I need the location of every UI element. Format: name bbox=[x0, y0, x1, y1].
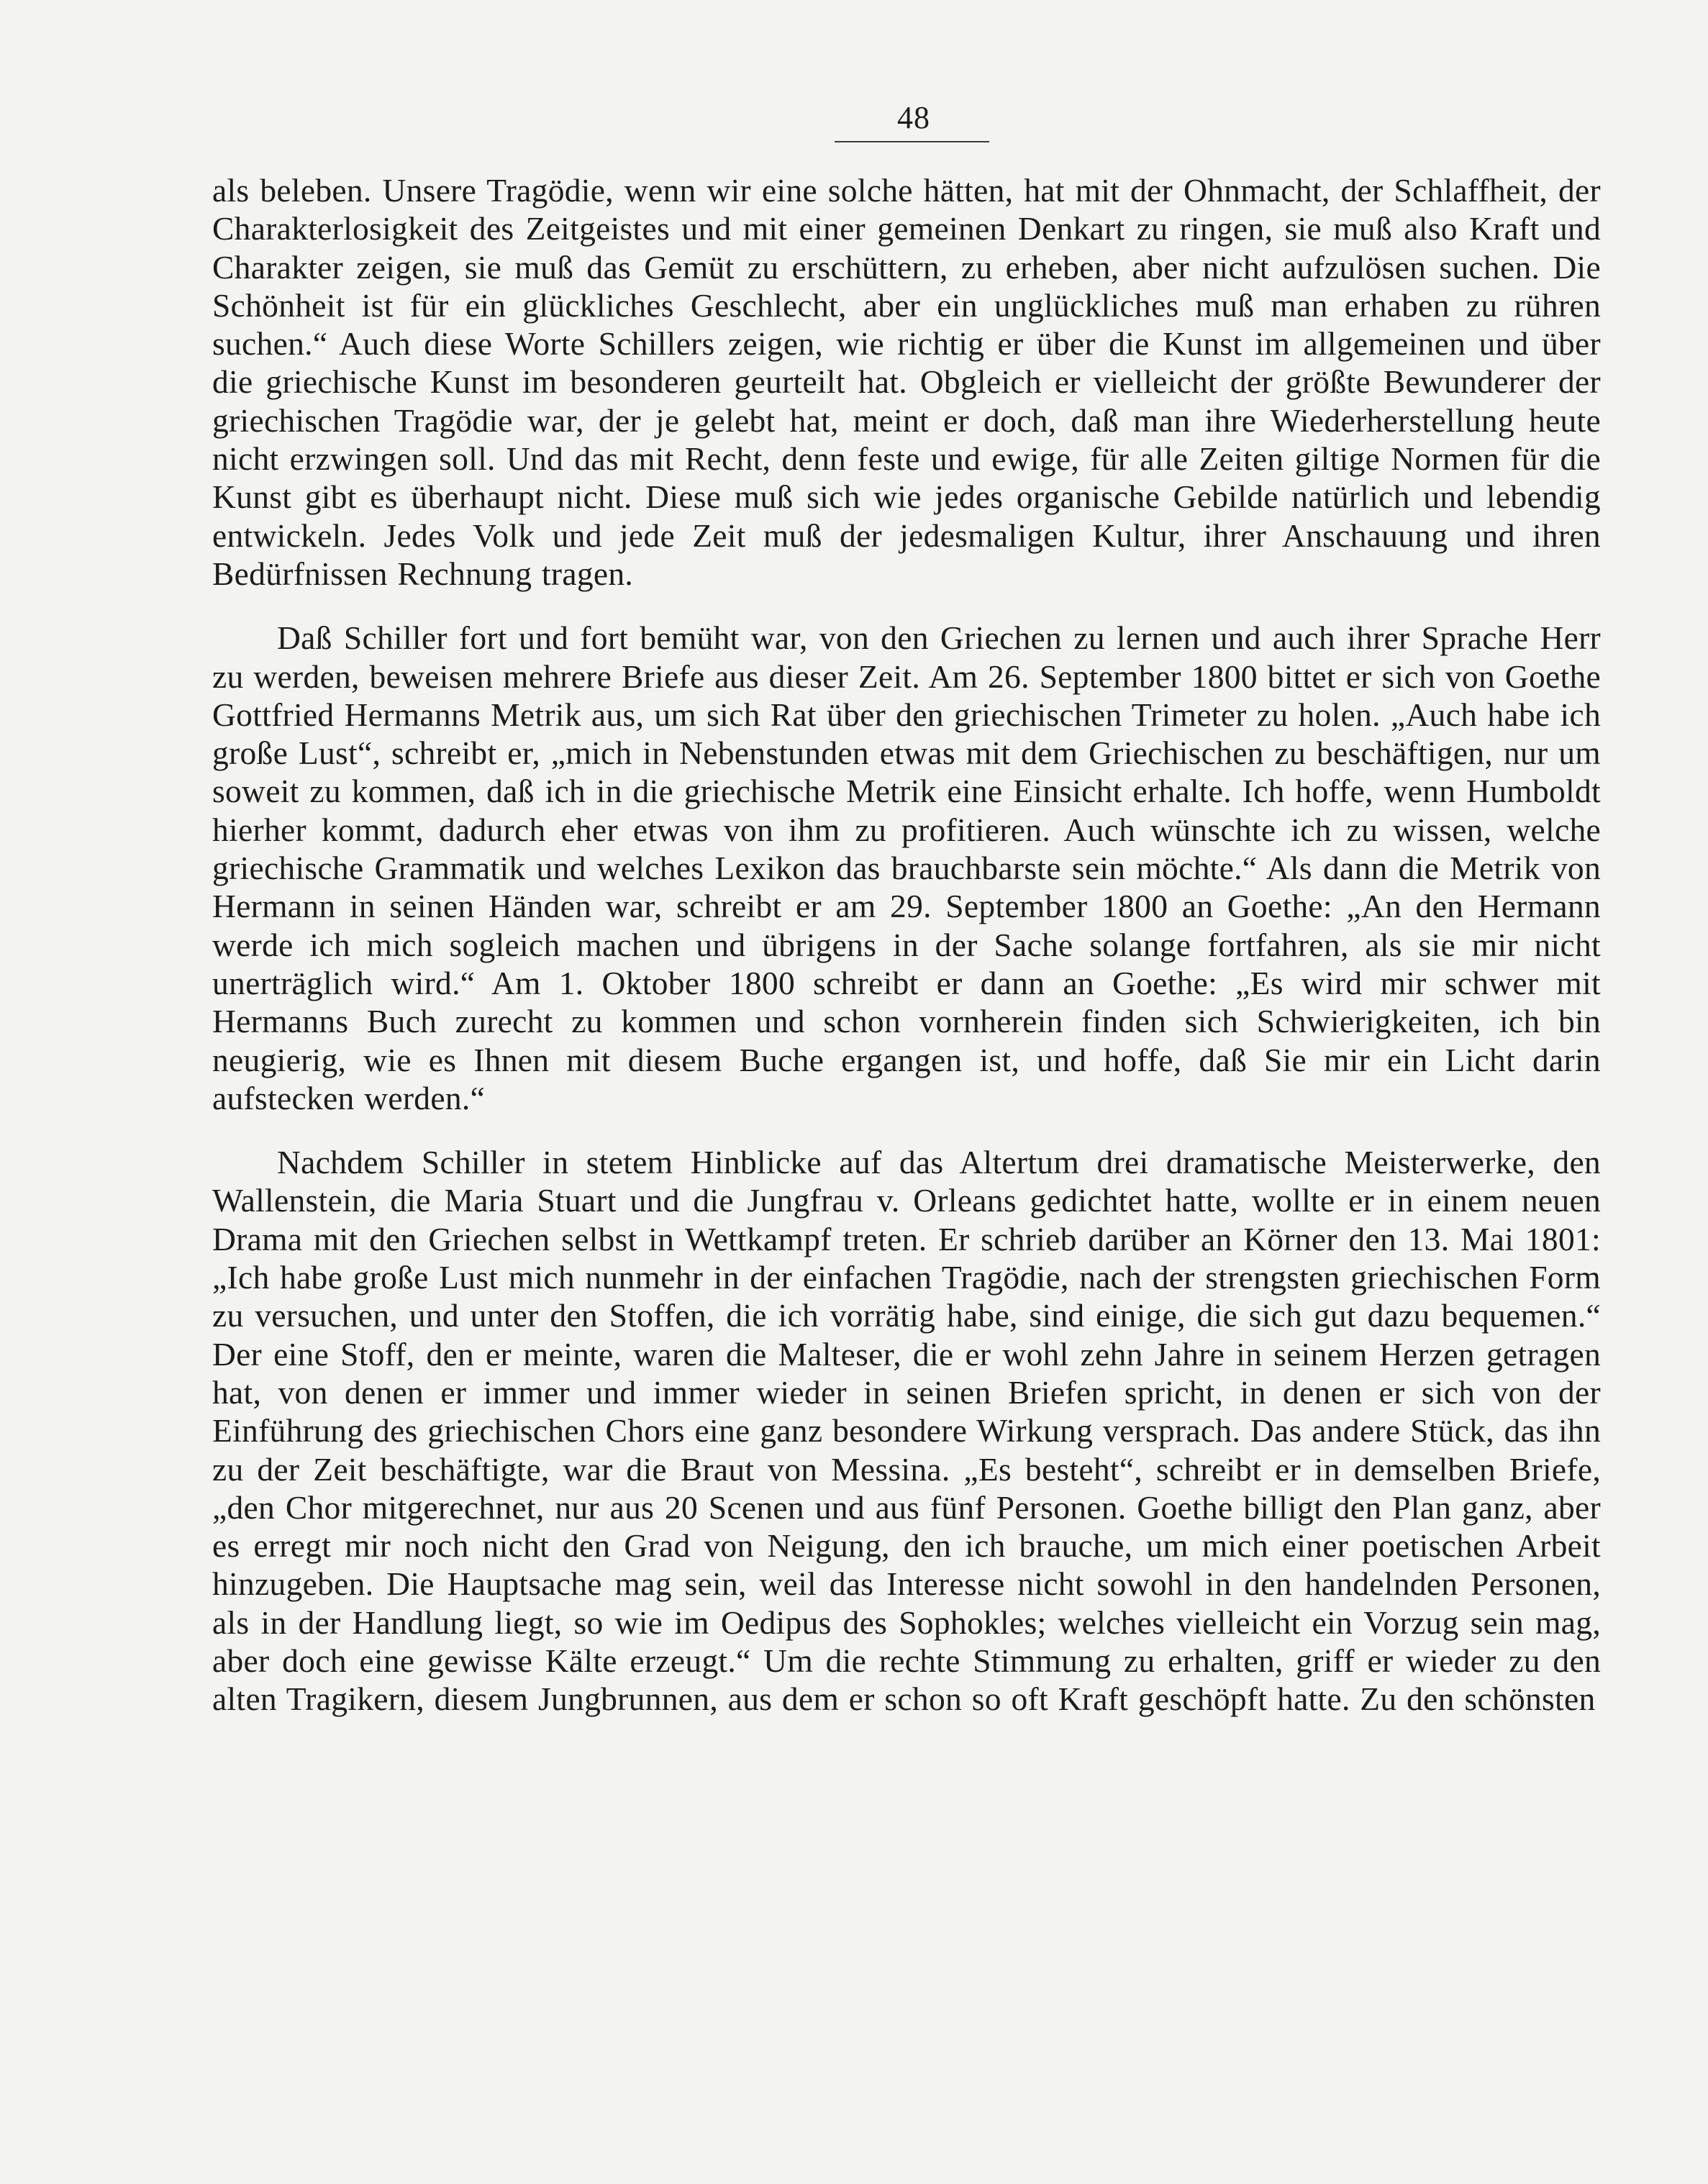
header-rule bbox=[835, 141, 989, 142]
paragraph-3: Nachdem Schiller in stetem Hinblicke auf das Altertum drei dramatische Meisterwerke, den Wallenstein, die Maria Stuart und die Jungfrau v. Orleans gedichtet hatte, wollte er in einem neuen Drama mit den Griechen selbst in Wettkampf treten. Er schrieb darüber an Körner den 13. Mai 1801: „Ich habe große Lust mich nunmehr in der einfachen Tragödie, nach der strengsten griechischen Form zu versuchen, und unter den Stoffen, die ich vorrätig habe, sind einige, die sich gut dazu bequemen.“ Der eine Stoff, den er meinte, waren die Malteser, die er wohl zehn Jahre in seinem Herzen getragen hat, von denen er immer und immer wieder in seinen Briefen spricht, in denen er sich von der Einführung des griechischen Chors eine ganz besondere Wirkung versprach. Das andere Stück, das ihn zu der Zeit beschäftigte, war die Braut von Messina. „Es besteht“, schreibt er in demselben Briefe, „den Chor mitgerechnet, nur aus 20 Scenen und aus fünf Personen. Goethe billigt den Plan ganz, aber es erregt mir noch nicht den Grad von Neigung, den ich brauche, um mich einer poetischen Arbeit hinzugeben. Die Hauptsache mag sein, weil das Interesse nicht sowohl in den handelnden Personen, als in der Handlung liegt, so wie im Oedipus des Sophokles; welches vielleicht ein Vorzug sein mag, aber doch eine gewisse Kälte erzeugt.“ Um die rechte Stimmung zu erhalten, griff er wieder zu den alten Tragikern, diesem Jungbrunnen, aus dem er schon so oft Kraft geschöpft hatte. Zu den schönsten bbox=[212, 1144, 1601, 1718]
paragraph-2: Daß Schiller fort und fort bemüht war, von den Griechen zu lernen und auch ihrer Sprache Herr zu werden, beweisen mehrere Briefe aus dieser Zeit. Am 26. September 1800 bittet er sich von Goethe Gottfried Hermanns Metrik aus, um sich Rat über den griechischen Trimeter zu holen. „Auch habe ich große Lust“, schreibt er, „mich in Nebenstunden etwas mit dem Griechischen zu beschäftigen, nur um soweit zu kommen, daß ich in die griechische Metrik eine Einsicht erhalte. Ich hoffe, wenn Humboldt hierher kommt, dadurch eher etwas von ihm zu profitieren. Auch wünschte ich zu wissen, welche griechische Grammatik und welches Lexikon das brauchbarste sein möchte.“ Als dann die Metrik von Hermann in seinen Händen war, schreibt er am 29. September 1800 an Goethe: „An den Hermann werde ich mich sogleich machen und übrigens in der Sache solange fortfahren, als sie mir nicht unerträglich wird.“ Am 1. Oktober 1800 schreibt er dann an Goethe: „Es wird mir schwer mit Hermanns Buch zurecht zu kommen und schon vornherein finden sich Schwierigkeiten, ich bin neugierig, wie es Ihnen mit diesem Buche ergangen ist, und hoffe, daß Sie mir ein Licht darin aufstecken werden.“ bbox=[212, 619, 1601, 1116]
page-number: 48 bbox=[897, 100, 930, 135]
body-text bbox=[212, 171, 1601, 1719]
paragraph-1: als beleben. Unsere Tragödie, wenn wir eine solche hätten, hat mit der Ohnmacht, der Schlaffheit, der Charakterlosigkeit des Zeitgeistes und mit einer gemeinen Denkart zu ringen, sie muß also Kraft und Charakter zeigen, sie muß das Gemüt zu erschüttern, zu erheben, aber nicht aufzulösen suchen. Die Schönheit ist für ein glückliches Geschlecht, aber ein unglückliches muß man erhaben zu rühren suchen.“ Auch diese Worte Schillers zeigen, wie richtig er über die Kunst im allgemeinen und über die griechische Kunst im besonderen geurteilt hat. Obgleich er vielleicht der größte Bewunderer der griechischen Tragödie war, der je gelebt hat, meint er doch, daß man ihre Wiederherstellung heute nicht erzwingen soll. Und das mit Recht, denn feste und ewige, für alle Zeiten giltige Normen für die Kunst gibt es überhaupt nicht. Diese muß sich wie jedes organische Gebilde natürlich und lebendig entwickeln. Jedes Volk und jede Zeit muß der jedesmaligen Kultur, ihrer Anschauung und ihren Bedürfnissen Rechnung tragen. bbox=[212, 172, 1601, 592]
